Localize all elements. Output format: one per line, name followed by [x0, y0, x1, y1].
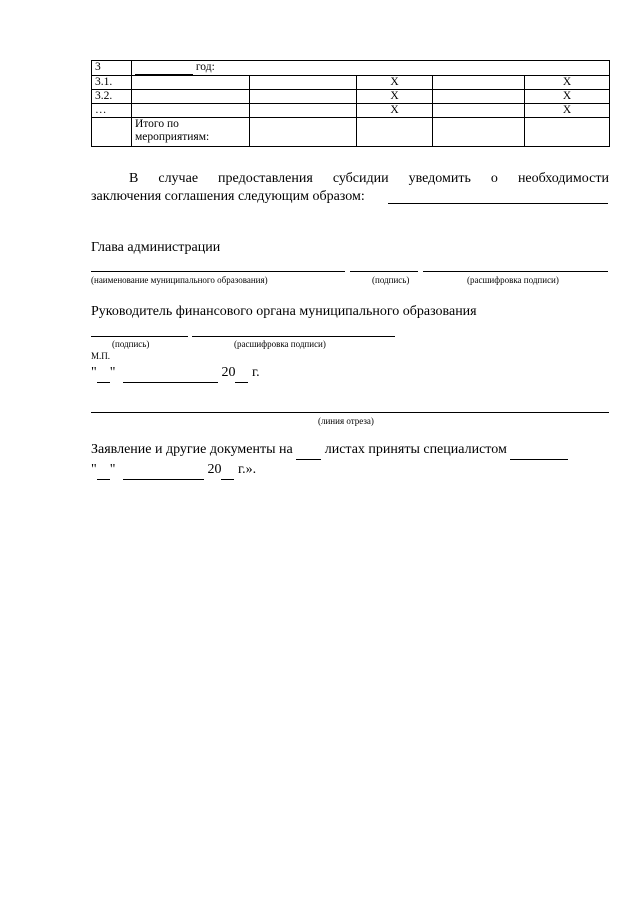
year-cell [132, 61, 610, 76]
fin-caption-decode: (расшифровка подписи) [234, 339, 326, 349]
measures-table [91, 60, 610, 147]
x-mark: Х [357, 76, 433, 90]
fin-caption-sign: (подпись) [112, 339, 150, 349]
fin-title: Руководитель финансового органа муниципального образования [91, 304, 477, 319]
x-mark: Х [357, 90, 433, 104]
notice-line-2: заключения соглашения следующим образом: [91, 189, 365, 204]
table-row-total [92, 118, 610, 147]
head-sign-line [350, 271, 418, 272]
fin-decode-line [192, 336, 395, 337]
head-caption-name: (наименование муниципального образования) [91, 275, 268, 285]
head-title: Глава администрации [91, 240, 221, 255]
row-number: … [92, 104, 132, 118]
head-name-line [91, 271, 345, 272]
receipt-line-2: " " 20 г.». [91, 461, 256, 480]
year-label: год: [195, 61, 215, 73]
notice-line-1: В случае предоставления субсидии уведомить о необходимости [129, 171, 609, 186]
cut-caption: (линия отреза) [318, 416, 374, 426]
cut-line [91, 412, 609, 413]
total-label: Итого по мероприятиям: [132, 118, 250, 147]
table-row [92, 61, 610, 76]
fin-sign-line [91, 336, 188, 337]
notice-blank [388, 203, 608, 204]
x-mark: Х [357, 104, 433, 118]
head-decode-line [423, 271, 608, 272]
year-blank [135, 61, 193, 75]
row-number: 3.1. [92, 76, 132, 90]
head-caption-decode: (расшифровка подписи) [467, 275, 559, 285]
table-row [92, 104, 610, 118]
head-caption-sign: (подпись) [372, 275, 410, 285]
row-number: 3.2. [92, 90, 132, 104]
stamp-label: М.П. [91, 351, 111, 361]
table-row [92, 90, 610, 104]
x-mark: Х [525, 104, 610, 118]
receipt-line-1: Заявление и другие документы на листах приняты специалистом [91, 441, 568, 460]
x-mark: Х [525, 90, 610, 104]
fin-date: " " 20 г. [91, 364, 260, 383]
table-row [92, 76, 610, 90]
x-mark: Х [525, 76, 610, 90]
row-number: 3 [92, 61, 132, 76]
